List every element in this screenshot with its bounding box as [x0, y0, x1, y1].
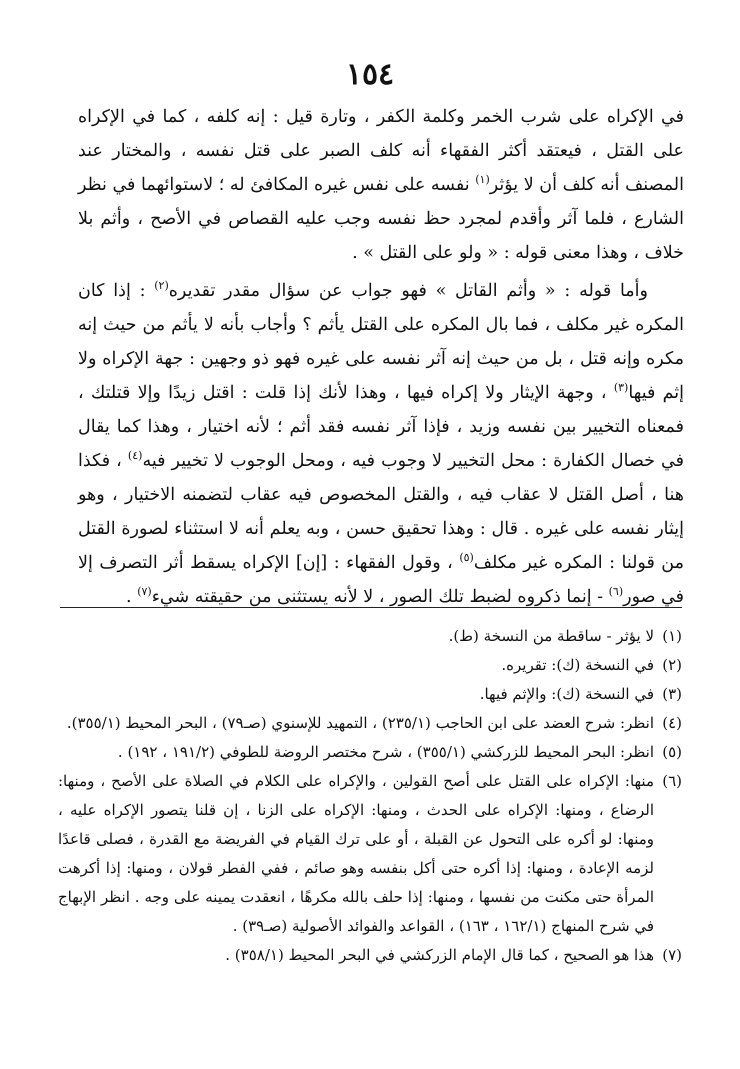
footnotes: [58, 622, 682, 970]
footnote-text: انظر: شرح العضد على ابن الحاجب (٢٣٥/١) ، التمهيد للإسنوي (صـ٧٩) ، البحر المحيط (٣٥٥/١).: [66, 714, 654, 732]
footnote-number: (٣): [662, 685, 682, 703]
footnote-4: [58, 709, 682, 738]
footnote-number: (٤): [662, 714, 682, 732]
paragraph-2-text-b: : إذا كان المكره غير مكلف ، فما بال المكره على القتل يأثم ؟ وأجاب بأنه لا يأثم من حيث إنه مكره وإنه قتل ، بل من حيث إنه آثر نفسه على غيره فهو ذو وجهين : جهة الإكراه ولا إثم فيها: [78, 281, 684, 403]
footnote-separator: [60, 607, 682, 608]
footnote-ref-2: (٢): [154, 279, 169, 293]
paragraph-1: [78, 100, 684, 270]
footnote-7: [58, 941, 682, 970]
footnote-2: [58, 651, 682, 680]
footnote-text: في النسخة (ك): تقريره.: [501, 656, 654, 674]
footnote-6: [58, 767, 682, 941]
paragraph-2-text-f: - إنما ذكروه لضبط تلك الصور ، لا لأنه يستثنى من حقيقته شيء: [151, 587, 609, 607]
footnote-ref-4: (٤): [127, 449, 143, 463]
paragraph-2-text-g: .: [126, 587, 138, 607]
paragraph-1-text: في الإكراه على شرب الخمر وكلمة الكفر ، وتارة قيل : إنه كلفه ، كما في الإكراه على القتل ، فيعتقد أكثر الفقهاء أنه كلف الصبر على قتل نفسه ، والمختار عند المصنف أنه كلف أن لا يؤثر: [78, 107, 685, 195]
footnote-1: [58, 622, 682, 651]
footnote-text: انظر: البحر المحيط للزركشي (٣٥٥/١) ، شرح مختصر الروضة للطوفي (١٩١/٢ ، ١٩٢) .: [117, 743, 654, 761]
footnote-ref-7: (٧): [137, 585, 152, 599]
footnote-ref-6: (٦): [608, 585, 624, 599]
footnote-text: لا يؤثر - ساقطة من النسخة (ط).: [448, 627, 654, 645]
footnote-number: (٦): [662, 772, 682, 790]
footnote-number: (٧): [662, 946, 682, 964]
footnote-text: منها: الإكراه على القتل على أصح القولين ، والإكراه على الكلام في الصلاة على الأصح ، ومنها: الرضاع ، ومنها: الإكراه على الحدث ، ومنها: الإكراه على الزنا ، إن قلنا يتصور الإكراه عليه ، ومنها: لو أكره على التحول عن القبلة ، أو على ترك القيام في الفريضة مع القدرة ، فصلى قاعدًا لزمه الإعادة ، ومنها: إذا أكره حتى أكل بنفسه وهو صائم ، ففي الفطر قولان ، ومنها: إذا أكرهت المرأة حتى مكنت من نفسها ، ومنها: إذا حلف بالله مكرهًا ، انعقدت يمينه على وجه . انظر الإبهاج في شرح المنهاج (١٦٢/١ ، ١٦٣) ، القواعد والفوائد الأصولية (صـ٣٩) .: [58, 772, 654, 935]
footnote-text: هذا هو الصحيح ، كما قال الإمام الزركشي في البحر المحيط (٣٥٨/١) .: [225, 946, 654, 964]
paragraph-2-text-a: وأما قوله : « وأثم القاتل » فهو جواب عن سؤال مقدر تقديره: [168, 281, 648, 301]
paragraph-2: [78, 274, 684, 614]
paragraph-1-text-cont: نفسه على نفس غيره المكافئ له ؛ لاستوائهما في نظر الشارع ، فلما آثر وأقدم لمجرد حظ نفسه وجب عليه القصاص في الأصح ، وأثم بلا خلاف ، وهذا معنى قوله : « ولو على القتل » .: [78, 175, 684, 263]
footnote-5: [58, 738, 682, 767]
footnote-number: (١): [662, 627, 682, 645]
paragraph-2-text-e: ، وقول الفقهاء : [إن] الإكراه يسقط أثر التصرف إلا في صور: [78, 553, 684, 607]
footnote-ref-3: (٣): [613, 381, 629, 395]
footnote-ref-5: (٥): [459, 551, 474, 565]
paragraph-2-text-c: ، وجهة الإيثار ولا إكراه فيها ، وهذا لأنك إذا قلت : اقتل زيدًا وإلا قتلتك ، فمعناه التخيير بين نفسه وزيد ، فإذا آثر نفسه فقد أثم ؛ لأنه اختيار ، وهذا كما يقال في خصال الكفارة : محل التخيير لا وجوب فيه ، ومحل الوجوب لا تخيير فيه: [78, 383, 684, 471]
footnote-3: [58, 680, 682, 709]
footnote-number: (٢): [662, 656, 682, 674]
page-number: ١٥٤: [345, 57, 395, 92]
main-text: [78, 100, 684, 614]
footnote-number: (٥): [662, 743, 682, 761]
footnote-ref-1: (١): [475, 173, 490, 187]
footnote-text: في النسخة (ك): والإثم فيها.: [479, 685, 654, 703]
paragraph-2-text-d: ، فكذا هنا ، أصل القتل لا عقاب فيه ، والقتل المخصوص فيه عقاب لتضمنه الاختيار ، وهو إيثار نفسه على غيره . قال : وهذا تحقيق حسن ، وبه يعلم أنه لا استثناء لصورة القتل من قولنا : المكره غير مكلف: [78, 451, 685, 573]
